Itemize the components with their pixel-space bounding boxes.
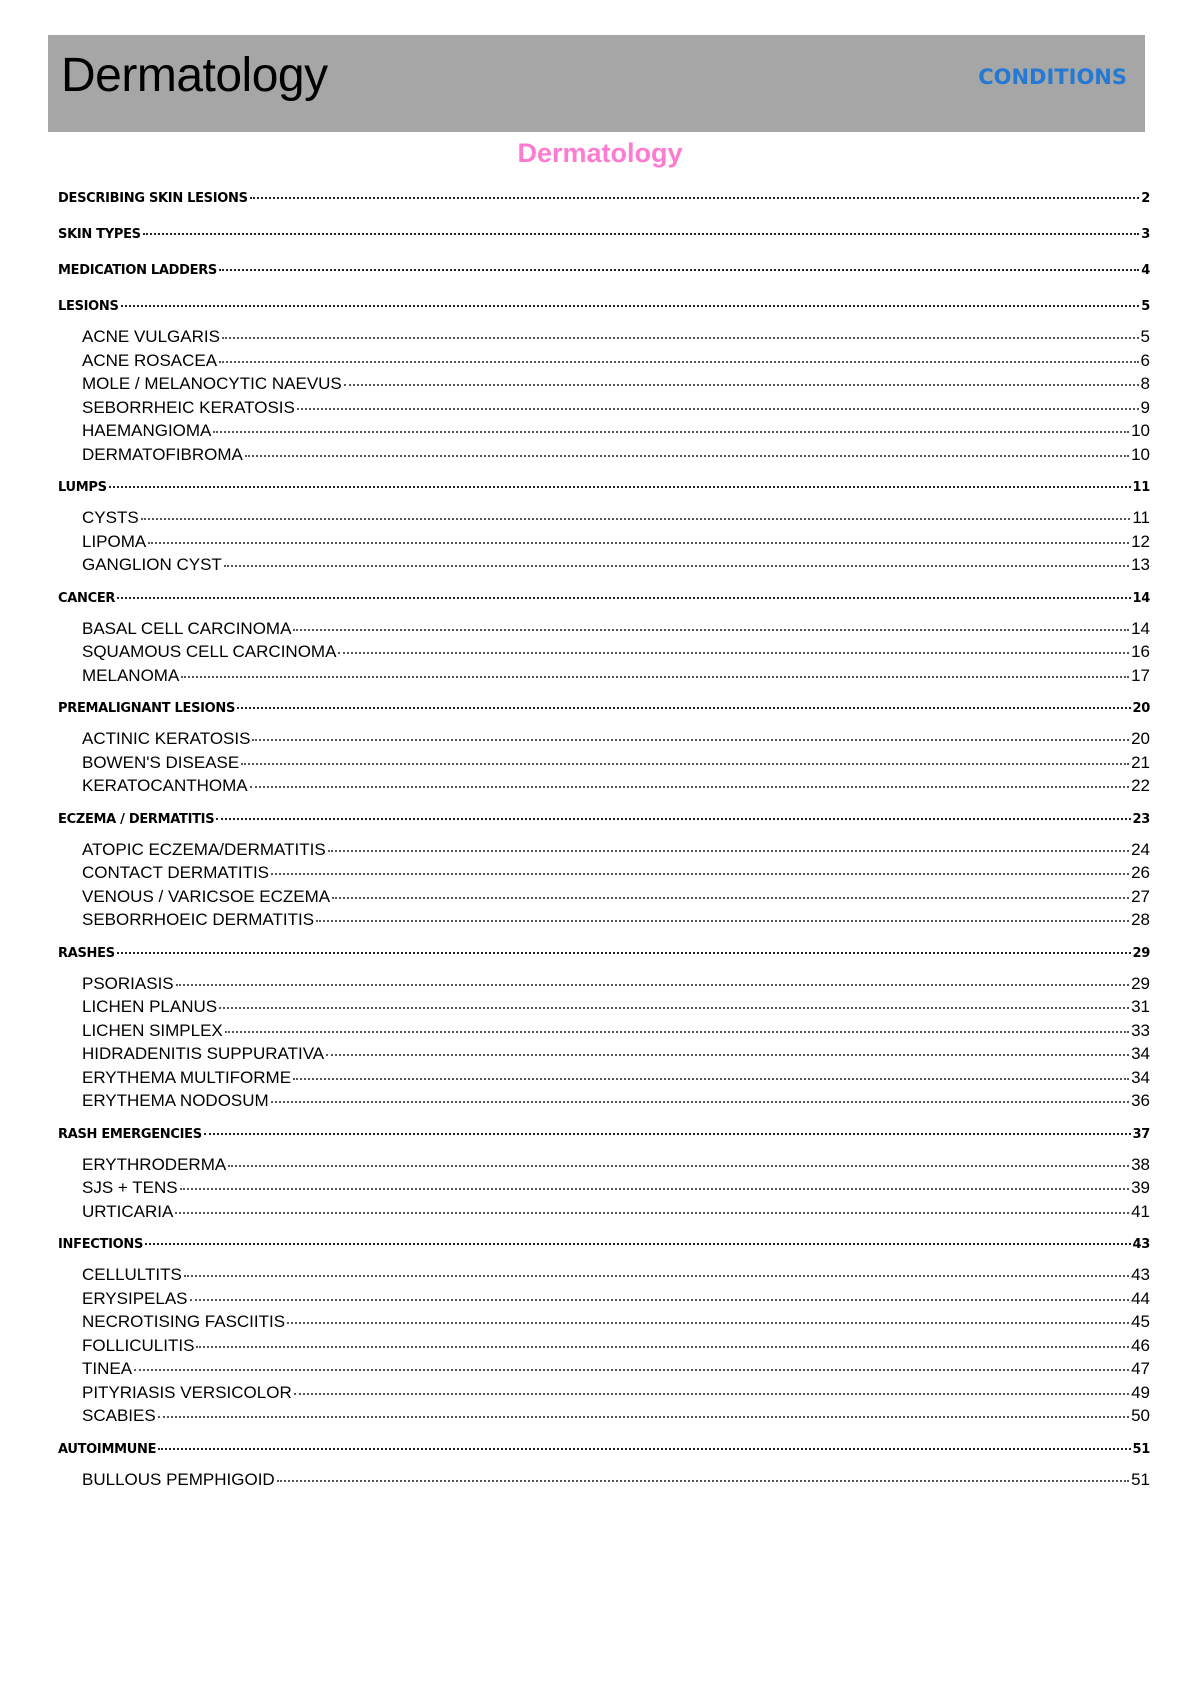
toc-entry-page: 49 (1131, 1382, 1150, 1402)
toc-entry-title: HAEMANGIOMA (82, 421, 212, 440)
toc-entry-title: LICHEN PLANUS (82, 997, 218, 1016)
toc-leader-dots (287, 1307, 1129, 1324)
toc-entry-title: SEBORRHEIC KERATOSIS (82, 397, 295, 417)
toc-entry-title: FOLLICULITIS (82, 1335, 195, 1355)
toc-leader-dots (145, 1232, 1130, 1245)
toc-entry[interactable] (58, 553, 1150, 577)
toc-subentry-list (58, 1263, 1150, 1428)
toc-leader-dots (219, 258, 1139, 271)
toc-entry-page: 26 (1131, 863, 1150, 882)
toc-leader-dots (117, 941, 1131, 954)
toc-leader-dots (121, 294, 1140, 307)
toc-entry-title: DERMATOFIBROMA (82, 444, 243, 464)
toc-entry-title: KERATOCANTHOMA (82, 776, 248, 795)
toc-leader-dots (293, 614, 1129, 631)
toc-leader-dots (134, 1354, 1129, 1371)
toc-subentry-list (58, 727, 1150, 798)
toc-leader-dots (213, 416, 1129, 433)
toc-section-page: 5 (1141, 299, 1150, 314)
toc-leader-dots (222, 322, 1139, 339)
toc-entry-page: 46 (1131, 1335, 1150, 1355)
toc-entry-title: SJS + TENS (82, 1178, 178, 1197)
toc-entry-page: 50 (1131, 1406, 1150, 1425)
toc-entry-page: 44 (1131, 1288, 1150, 1308)
toc-section[interactable] (58, 589, 1150, 609)
toc-entry-page: 13 (1131, 555, 1150, 574)
toc-entry-title: LICHEN SIMPLEX (82, 1020, 223, 1040)
toc-entry-page: 12 (1131, 531, 1150, 551)
toc-entry-page: 9 (1140, 397, 1150, 417)
toc-entry-page: 45 (1131, 1312, 1150, 1331)
toc-entry-title: CELLULTITS (82, 1265, 182, 1284)
toc-entry-page: 31 (1131, 997, 1150, 1016)
toc-entry-page: 34 (1131, 1067, 1150, 1087)
toc-leader-dots (180, 1173, 1129, 1190)
toc-leader-dots (338, 637, 1129, 654)
toc-section-page: 23 (1132, 811, 1150, 827)
toc-entry-page: 34 (1131, 1044, 1150, 1063)
toc-section-title: AUTOIMMUNE (58, 1441, 157, 1457)
toc-leader-dots (245, 440, 1129, 457)
toc-subentry-list (58, 1468, 1150, 1492)
table-of-contents (58, 189, 1150, 1503)
toc-entry-page: 20 (1131, 729, 1150, 748)
toc-subentry-list (58, 506, 1150, 577)
toc-entry-title: SQUAMOUS CELL CARCINOMA (82, 642, 337, 661)
toc-leader-dots (326, 1039, 1129, 1056)
toc-leader-dots (250, 186, 1140, 199)
toc-leader-dots (252, 724, 1129, 741)
toc-entry-title: PSORIASIS (82, 973, 174, 993)
toc-section[interactable] (58, 297, 1150, 317)
toc-leader-dots (250, 771, 1129, 788)
document-title: Dermatology (517, 138, 683, 168)
header-title: Dermatology (61, 49, 328, 102)
toc-entry-title: LIPOMA (82, 531, 147, 551)
toc-entry-title: BOWEN'S DISEASE (82, 752, 240, 772)
toc-leader-dots (219, 992, 1129, 1009)
toc-entry[interactable] (58, 1089, 1150, 1113)
toc-entry-page: 51 (1131, 1469, 1150, 1489)
toc-section-title: RASH EMERGENCIES (58, 1126, 202, 1142)
toc-leader-dots (109, 475, 1131, 488)
toc-entry-title: BASAL CELL CARCINOMA (82, 618, 292, 638)
toc-section-page: 3 (1141, 227, 1150, 242)
header-tag: CONDITIONS (978, 65, 1127, 89)
toc-leader-dots (225, 1016, 1129, 1033)
toc-section[interactable] (58, 810, 1150, 830)
toc-leader-dots (196, 1331, 1129, 1348)
toc-entry-page: 24 (1131, 839, 1150, 859)
toc-leader-dots (228, 1150, 1129, 1167)
toc-section-page: 4 (1141, 263, 1150, 278)
toc-section-title: DESCRIBING SKIN LESIONS (58, 191, 248, 206)
toc-subentry-list (58, 838, 1150, 932)
toc-entry-page: 10 (1131, 421, 1150, 440)
toc-leader-dots (141, 503, 1131, 520)
toc-section-page: 14 (1132, 590, 1150, 606)
toc-subentry-list (58, 972, 1150, 1113)
toc-subentry-list (58, 325, 1150, 466)
toc-leader-dots (158, 1437, 1130, 1450)
toc-section[interactable] (58, 1125, 1150, 1145)
toc-subentry-list (58, 1153, 1150, 1224)
toc-entry-title: CYSTS (82, 508, 139, 527)
toc-section-title: INFECTIONS (58, 1237, 144, 1252)
toc-entry-title: CONTACT DERMATITIS (82, 863, 269, 882)
toc-entry-page: 21 (1131, 752, 1150, 772)
toc-leader-dots (293, 1063, 1129, 1080)
toc-entry-page: 6 (1140, 350, 1150, 370)
toc-section-page: 11 (1132, 480, 1150, 495)
toc-leader-dots (271, 1086, 1129, 1103)
toc-section-page: 20 (1132, 701, 1150, 716)
toc-entry-page: 47 (1131, 1359, 1150, 1378)
toc-entry-title: PITYRIASIS VERSICOLOR (82, 1382, 292, 1402)
toc-leader-dots (297, 393, 1139, 410)
toc-entry[interactable] (58, 908, 1150, 932)
toc-section-title: RASHES (58, 945, 115, 961)
toc-leader-dots (143, 222, 1140, 235)
toc-entry-title: MOLE / MELANOCYTIC NAEVUS (82, 374, 342, 393)
toc-entry-title: VENOUS / VARICSOE ECZEMA (82, 886, 331, 906)
toc-entry-title: NECROTISING FASCIITIS (82, 1312, 286, 1331)
toc-entry-page: 27 (1131, 886, 1150, 906)
toc-entry-page: 41 (1131, 1201, 1150, 1221)
toc-entry-title: MELANOMA (82, 665, 180, 685)
toc-entry[interactable] (58, 664, 1150, 688)
toc-entry-title: SCABIES (82, 1406, 156, 1425)
toc-entry-page: 33 (1131, 1020, 1150, 1040)
toc-leader-dots (176, 969, 1129, 986)
toc-section-title: CANCER (58, 590, 116, 606)
toc-leader-dots (328, 835, 1129, 852)
toc-section[interactable] (58, 261, 1150, 281)
toc-entry-title: ERYTHRODERMA (82, 1154, 227, 1174)
toc-leader-dots (175, 1197, 1129, 1214)
toc-section-page: 2 (1141, 191, 1150, 206)
toc-leader-dots (158, 1401, 1129, 1418)
toc-leader-dots (224, 550, 1129, 567)
toc-entry[interactable] (58, 1468, 1150, 1492)
toc-entry[interactable] (58, 443, 1150, 467)
toc-leader-dots (241, 748, 1129, 765)
toc-entry-page: 22 (1131, 776, 1150, 795)
toc-section-page: 29 (1132, 945, 1150, 961)
toc-entry-title: URTICARIA (82, 1201, 174, 1221)
toc-section-page: 51 (1132, 1441, 1150, 1457)
toc-entry-page: 17 (1131, 665, 1150, 685)
toc-entry-page: 16 (1131, 642, 1150, 661)
toc-entry-title: ERYSIPELAS (82, 1288, 188, 1308)
toc-entry-title: ACTINIC KERATOSIS (82, 729, 251, 748)
toc-section[interactable] (58, 189, 1150, 209)
toc-section-title: LUMPS (58, 480, 107, 495)
toc-section[interactable] (58, 699, 1150, 719)
toc-entry-page: 43 (1131, 1265, 1150, 1284)
toc-leader-dots (271, 858, 1129, 875)
toc-entry-page: 5 (1140, 327, 1150, 346)
toc-leader-dots (204, 1122, 1131, 1135)
toc-section[interactable] (58, 1235, 1150, 1255)
toc-entry-title: ERYTHEMA MULTIFORME (82, 1067, 292, 1087)
toc-section[interactable] (58, 1440, 1150, 1460)
toc-leader-dots (181, 661, 1129, 678)
toc-leader-dots (344, 369, 1139, 386)
toc-section-title: PREMALIGNANT LESIONS (58, 701, 236, 716)
toc-leader-dots (190, 1284, 1130, 1301)
toc-section-title: SKIN TYPES (58, 227, 141, 242)
toc-entry[interactable] (58, 1404, 1150, 1428)
toc-entry-page: 11 (1132, 508, 1150, 527)
toc-leader-dots (219, 346, 1138, 363)
toc-entry-page: 38 (1131, 1154, 1150, 1174)
toc-section-page: 37 (1132, 1126, 1150, 1142)
toc-section-title: ECZEMA / DERMATITIS (58, 811, 215, 827)
toc-entry-title: TINEA (82, 1359, 133, 1378)
toc-entry-title: HIDRADENITIS SUPPURATIVA (82, 1044, 325, 1063)
toc-section-page: 43 (1132, 1237, 1150, 1252)
toc-entry-page: 39 (1131, 1178, 1150, 1197)
toc-entry-title: GANGLION CYST (82, 555, 222, 574)
toc-leader-dots (237, 696, 1130, 709)
toc-subentry-list (58, 617, 1150, 688)
toc-entry-title: ATOPIC ECZEMA/DERMATITIS (82, 839, 326, 859)
toc-leader-dots (294, 1378, 1129, 1395)
toc-entry-page: 8 (1140, 374, 1150, 393)
toc-entry-page: 14 (1131, 618, 1150, 638)
toc-leader-dots (184, 1260, 1129, 1277)
toc-entry-title: ACNE VULGARIS (82, 327, 220, 346)
toc-entry[interactable] (58, 1200, 1150, 1224)
toc-leader-dots (332, 882, 1129, 899)
toc-entry-page: 36 (1131, 1091, 1150, 1110)
toc-leader-dots (148, 527, 1129, 544)
toc-entry-title: BULLOUS PEMPHIGOID (82, 1469, 275, 1489)
toc-leader-dots (117, 586, 1130, 599)
toc-section[interactable] (58, 944, 1150, 964)
toc-section-title: MEDICATION LADDERS (58, 263, 217, 278)
toc-leader-dots (277, 1465, 1129, 1482)
toc-entry-page: 28 (1131, 910, 1150, 929)
toc-entry[interactable] (58, 774, 1150, 798)
toc-entry-title: ERYTHEMA NODOSUM (82, 1091, 269, 1110)
toc-entry-page: 10 (1131, 444, 1150, 464)
toc-section[interactable] (58, 478, 1150, 498)
header-bar (48, 35, 1145, 132)
toc-section-title: LESIONS (58, 299, 119, 314)
toc-section[interactable] (58, 225, 1150, 245)
toc-leader-dots (316, 905, 1129, 922)
toc-entry-title: ACNE ROSACEA (82, 350, 218, 370)
toc-entry-title: SEBORRHOEIC DERMATITIS (82, 910, 315, 929)
toc-leader-dots (216, 807, 1130, 820)
toc-entry-page: 29 (1131, 973, 1150, 993)
